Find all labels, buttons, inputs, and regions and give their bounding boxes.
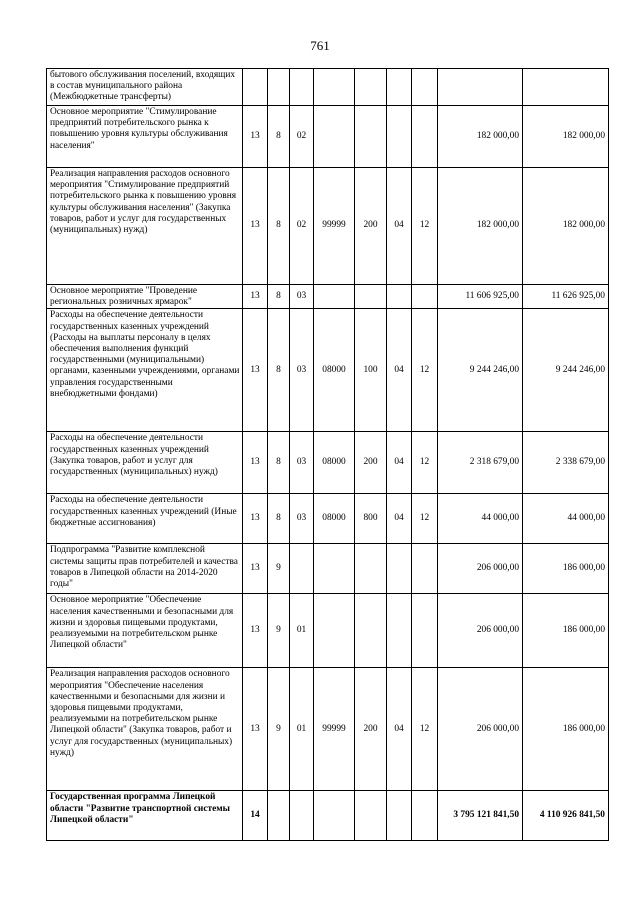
amount-year-2: 186 000,00 xyxy=(523,668,609,791)
code-gp: 13 xyxy=(243,168,268,285)
amount-year-2: 182 000,00 xyxy=(523,106,609,168)
table-row xyxy=(47,168,609,285)
amount-year-2: 186 000,00 xyxy=(523,544,609,594)
code-subprogram xyxy=(268,791,290,841)
code-section xyxy=(387,69,412,106)
table-row xyxy=(47,309,609,432)
code-gp: 13 xyxy=(243,285,268,309)
code-subprogram: 8 xyxy=(268,106,290,168)
table-row xyxy=(47,106,609,168)
code-main-event xyxy=(290,544,314,594)
code-direction xyxy=(314,544,355,594)
amount-year-1: 182 000,00 xyxy=(438,106,523,168)
amount-year-1 xyxy=(438,69,523,106)
code-direction xyxy=(314,69,355,106)
code-direction: 99999 xyxy=(314,168,355,285)
code-subsection: 12 xyxy=(412,494,438,544)
amount-year-1: 182 000,00 xyxy=(438,168,523,285)
code-subprogram: 8 xyxy=(268,309,290,432)
code-expense-type: 100 xyxy=(355,309,387,432)
amount-year-2: 182 000,00 xyxy=(523,168,609,285)
code-gp: 13 xyxy=(243,494,268,544)
code-subsection: 12 xyxy=(412,168,438,285)
row-name: Реализация направления расходов основного мероприятия "Обеспечение населения качественными и безопасными для жизни и здоровья пищевыми продуктами, реализуемыми на потребительском рынке Липецкой области" (Закупка товаров, работ и услуг для государственных (муниципальных) нужд) xyxy=(47,668,243,791)
code-main-event: 03 xyxy=(290,285,314,309)
code-subprogram: 8 xyxy=(268,285,290,309)
code-subsection xyxy=(412,69,438,106)
code-expense-type: 200 xyxy=(355,668,387,791)
code-direction: 08000 xyxy=(314,309,355,432)
code-expense-type: 200 xyxy=(355,168,387,285)
code-main-event: 01 xyxy=(290,594,314,668)
code-section: 04 xyxy=(387,668,412,791)
code-expense-type: 800 xyxy=(355,494,387,544)
code-direction xyxy=(314,106,355,168)
row-name: Расходы на обеспечение деятельности государственных казенных учреждений (Закупка товаров, работ и услуг для государственных (муниципальных) нужд) xyxy=(47,432,243,494)
code-subprogram: 9 xyxy=(268,594,290,668)
table-row xyxy=(47,432,609,494)
code-subprogram xyxy=(268,69,290,106)
code-main-event: 03 xyxy=(290,494,314,544)
code-gp: 13 xyxy=(243,432,268,494)
code-main-event: 02 xyxy=(290,106,314,168)
code-gp xyxy=(243,69,268,106)
amount-year-1: 2 318 679,00 xyxy=(438,432,523,494)
code-subsection: 12 xyxy=(412,432,438,494)
code-main-event: 03 xyxy=(290,309,314,432)
code-subprogram: 9 xyxy=(268,668,290,791)
table-row xyxy=(47,594,609,668)
code-subprogram: 9 xyxy=(268,544,290,594)
code-section xyxy=(387,285,412,309)
code-gp: 13 xyxy=(243,309,268,432)
code-subsection xyxy=(412,544,438,594)
table-row xyxy=(47,494,609,544)
code-direction: 08000 xyxy=(314,494,355,544)
code-expense-type: 200 xyxy=(355,432,387,494)
amount-year-2: 186 000,00 xyxy=(523,594,609,668)
row-name: Основное мероприятие "Стимулирование предприятий потребительского рынка к повышению уровня культуры обслуживания населения" xyxy=(47,106,243,168)
code-expense-type xyxy=(355,544,387,594)
amount-year-1: 11 606 925,00 xyxy=(438,285,523,309)
code-gp: 13 xyxy=(243,544,268,594)
code-direction xyxy=(314,594,355,668)
amount-year-1: 9 244 246,00 xyxy=(438,309,523,432)
code-gp: 13 xyxy=(243,106,268,168)
code-direction xyxy=(314,285,355,309)
code-subsection xyxy=(412,594,438,668)
table-row xyxy=(47,285,609,309)
code-section xyxy=(387,106,412,168)
code-direction xyxy=(314,791,355,841)
code-direction: 99999 xyxy=(314,668,355,791)
table-row xyxy=(47,69,609,106)
row-name: Реализация направления расходов основного мероприятия "Стимулирование предприятий потребительского рынка к повышению уровня культуры обслуживания населения" (Закупка товаров, работ и услуг для государственных (муниципальных) нужд) xyxy=(47,168,243,285)
amount-year-1: 3 795 121 841,50 xyxy=(438,791,523,841)
table-row xyxy=(47,668,609,791)
table-row xyxy=(47,544,609,594)
code-section: 04 xyxy=(387,432,412,494)
amount-year-1: 206 000,00 xyxy=(438,544,523,594)
amount-year-2: 44 000,00 xyxy=(523,494,609,544)
code-expense-type xyxy=(355,791,387,841)
code-section xyxy=(387,544,412,594)
code-section xyxy=(387,791,412,841)
amount-year-2: 4 110 926 841,50 xyxy=(523,791,609,841)
table-row xyxy=(47,791,609,841)
amount-year-1: 206 000,00 xyxy=(438,594,523,668)
code-section: 04 xyxy=(387,494,412,544)
code-subsection xyxy=(412,791,438,841)
amount-year-1: 206 000,00 xyxy=(438,668,523,791)
row-name: Основное мероприятие "Обеспечение населения качественными и безопасными для жизни и здоровья пищевыми продуктами, реализуемыми на потребительском рынке Липецкой области" xyxy=(47,594,243,668)
amount-year-2: 2 338 679,00 xyxy=(523,432,609,494)
row-name: Государственная программа Липецкой области "Развитие транспортной системы Липецкой области" xyxy=(47,791,243,841)
code-expense-type xyxy=(355,69,387,106)
code-expense-type xyxy=(355,594,387,668)
code-main-event xyxy=(290,69,314,106)
code-subsection: 12 xyxy=(412,309,438,432)
code-subsection xyxy=(412,285,438,309)
budget-table xyxy=(46,68,609,841)
amount-year-1: 44 000,00 xyxy=(438,494,523,544)
code-section: 04 xyxy=(387,309,412,432)
code-subprogram: 8 xyxy=(268,168,290,285)
amount-year-2: 9 244 246,00 xyxy=(523,309,609,432)
code-main-event: 02 xyxy=(290,168,314,285)
code-gp: 13 xyxy=(243,594,268,668)
row-name: Расходы на обеспечение деятельности государственных казенных учреждений (Расходы на выплаты персоналу в целях обеспечения выполнения функций государственными (муниципальными) органами, казенными учреждениями, органами управления государственными внебюджетными фондами) xyxy=(47,309,243,432)
amount-year-2 xyxy=(523,69,609,106)
code-subprogram: 8 xyxy=(268,432,290,494)
code-main-event: 03 xyxy=(290,432,314,494)
code-gp: 14 xyxy=(243,791,268,841)
code-section xyxy=(387,594,412,668)
row-name: Расходы на обеспечение деятельности государственных казенных учреждений (Иные бюджетные ассигнования) xyxy=(47,494,243,544)
code-subprogram: 8 xyxy=(268,494,290,544)
code-direction: 08000 xyxy=(314,432,355,494)
code-main-event: 01 xyxy=(290,668,314,791)
page-number: 761 xyxy=(310,38,330,53)
code-subsection xyxy=(412,106,438,168)
code-expense-type xyxy=(355,106,387,168)
code-main-event xyxy=(290,791,314,841)
code-gp: 13 xyxy=(243,668,268,791)
row-name: бытового обслуживания поселений, входящих в состав муниципального района (Межбюджетные трансферты) xyxy=(47,69,243,106)
code-expense-type xyxy=(355,285,387,309)
row-name: Подпрограмма "Развитие комплексной системы защиты прав потребителей и качества товаров в Липецкой области на 2014-2020 годы" xyxy=(47,544,243,594)
code-subsection: 12 xyxy=(412,668,438,791)
code-section: 04 xyxy=(387,168,412,285)
amount-year-2: 11 626 925,00 xyxy=(523,285,609,309)
row-name: Основное мероприятие "Проведение региональных розничных ярмарок" xyxy=(47,285,243,309)
table-body xyxy=(47,69,609,841)
